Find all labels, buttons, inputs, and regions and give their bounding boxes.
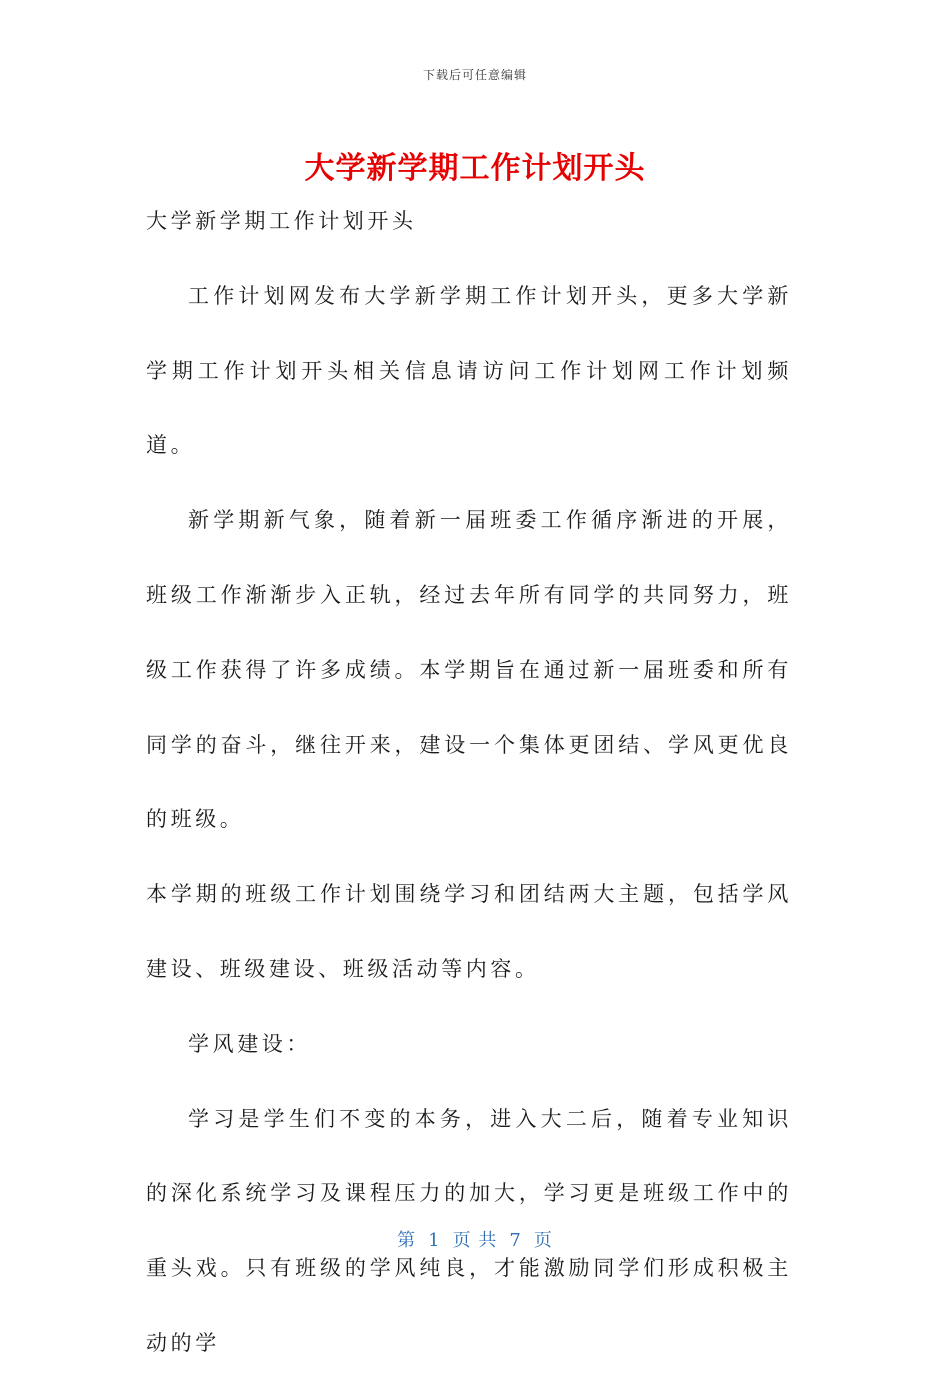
paragraph-study: 学习是学生们不变的本务，进入大二后，随着专业知识的深化系统学习及课程压力的加大，学习更是班级工作中的重头戏。只有班级的学风纯良，才能激励同学们形成积极主动的学: [146, 1106, 792, 1355]
document-title: 大学新学期工作计划开头: [304, 151, 646, 186]
paragraph-section-heading: 学风建设：: [188, 1031, 311, 1056]
page-label-mid: 页 共: [452, 1230, 498, 1251]
current-page-number: 1: [428, 1230, 441, 1251]
paragraph-intro: 工作计划网发布大学新学期工作计划开头，更多大学新学期工作计划开头相关信息请访问工作计划网工作计划频道。: [146, 283, 792, 458]
total-pages: 7: [509, 1230, 522, 1251]
page-indicator: [0, 1226, 950, 1252]
page-label-prefix: 第: [397, 1230, 417, 1251]
paragraph-subtitle: 大学新学期工作计划开头: [146, 209, 417, 233]
header-note: 下载后可任意编辑: [422, 68, 527, 82]
paragraph-new-term: 新学期新气象，随着新一届班委工作循序渐进的开展，班级工作渐渐步入正轨，经过去年所有同学的共同努力，班级工作获得了许多成绩。本学期旨在通过新一届班委和所有同学的奋斗，继往开来，建设一个集体更团结、学风更优良的班级。: [146, 508, 792, 832]
page-label-suffix: 页: [533, 1230, 553, 1251]
paragraph-plan-scope: 本学期的班级工作计划围绕学习和团结两大主题，包括学风建设、班级建设、班级活动等内容。: [146, 882, 792, 981]
document-body: [146, 184, 792, 1381]
